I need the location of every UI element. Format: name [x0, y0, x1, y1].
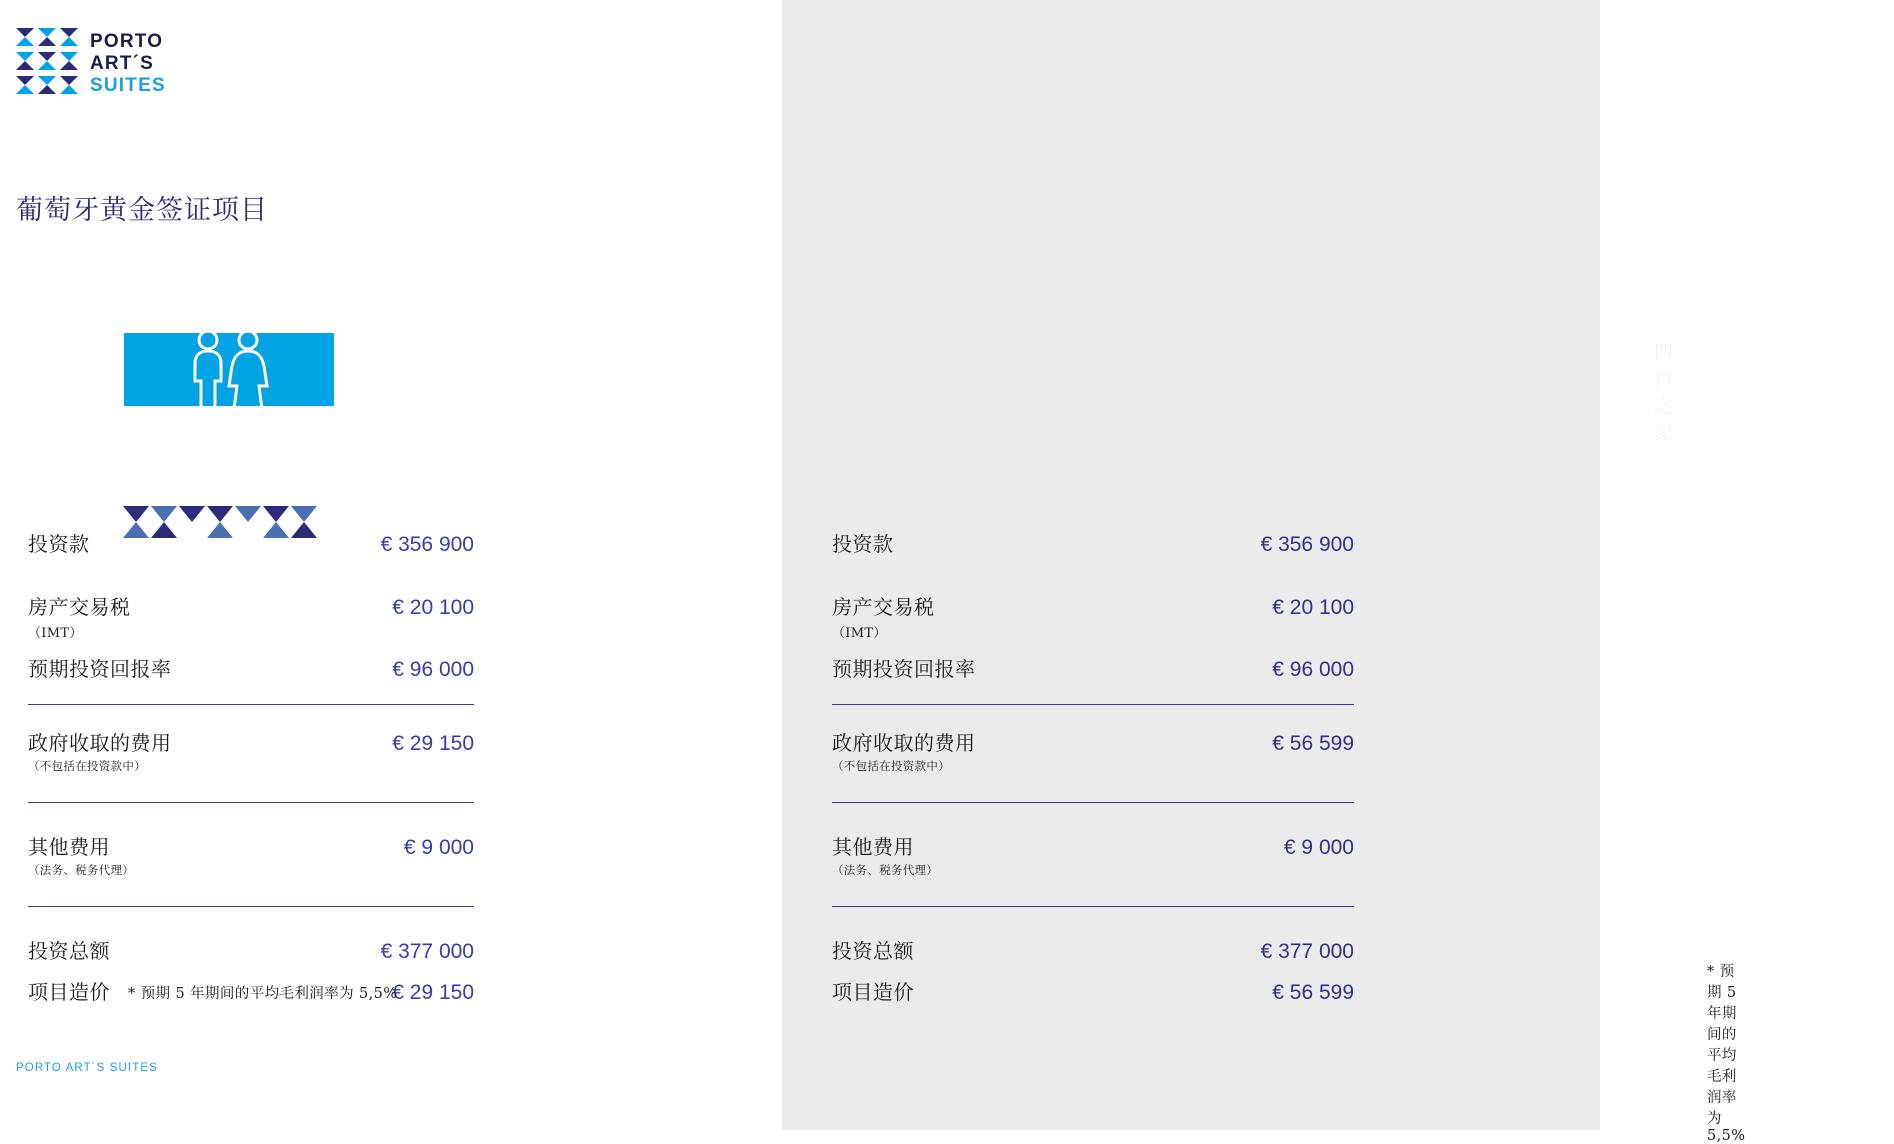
cost-table-left [28, 512, 474, 1005]
table-row [28, 653, 474, 682]
table-row [28, 831, 474, 860]
family-of-four-icon [1744, 325, 1894, 405]
table-row [832, 727, 1354, 756]
brand-logo [16, 26, 346, 98]
row-label: 预期投资回报率 [832, 657, 976, 681]
row-value: € 56 599 [1272, 732, 1354, 755]
row-label: 其他费用 [832, 835, 914, 859]
row-label: 投资总额 [28, 939, 110, 963]
logo-line-3: SUITES [90, 75, 166, 96]
row-value: € 56 599 [1272, 981, 1354, 1004]
table-row [28, 727, 474, 756]
row-label: 房产交易税 [832, 595, 935, 619]
row-value: € 9 000 [1283, 836, 1354, 859]
row-label: 其他费用 [28, 835, 110, 859]
row-sublabel: （法务、税务代理） [832, 863, 939, 877]
row-label: 投资款 [28, 532, 90, 556]
row-sublabel: （IMT） [28, 626, 83, 641]
footnote: * 预期 5 年期间的平均毛利润率为 5,5% [128, 986, 398, 1002]
row-label: 政府收取的费用 [28, 731, 172, 755]
table-row [28, 591, 474, 620]
table-row [28, 935, 474, 964]
left-panel [0, 0, 782, 1130]
table-row [832, 528, 1354, 557]
table-row [832, 935, 1354, 964]
cost-table-right [832, 512, 1354, 1005]
logo-line-1: PORTO [90, 31, 164, 52]
row-label: 投资总额 [832, 939, 914, 963]
row-value: € 377 000 [380, 940, 474, 963]
row-sublabel: （IMT） [832, 626, 887, 641]
row-value: € 96 000 [1272, 658, 1354, 681]
footnote: * 预期 5 年期间的平均毛利润率为 5,5% [1707, 964, 1746, 1144]
row-label: 项目造价 [832, 980, 914, 1004]
row-value: € 356 900 [1260, 533, 1354, 556]
family-caption: 四口之家 [1654, 341, 1676, 444]
right-panel [782, 0, 1746, 1144]
row-sublabel: （法务、税务代理） [28, 863, 135, 877]
logo-line-2: ART´S [90, 53, 155, 74]
table-row [832, 591, 1354, 620]
page-title: 葡萄牙黄金签证项目 [16, 195, 268, 226]
table-row [832, 976, 1354, 1005]
row-value: € 29 150 [392, 732, 474, 755]
logo-mark-icon [16, 26, 82, 96]
row-label: 预期投资回报率 [28, 657, 172, 681]
row-value: € 20 100 [392, 596, 474, 619]
row-label: 政府收取的费用 [832, 731, 976, 755]
row-sublabel: （不包括在投资款中） [832, 759, 950, 773]
row-label: 房产交易税 [28, 595, 131, 619]
row-value: € 356 900 [380, 533, 474, 556]
couple-icon-block [124, 333, 334, 406]
page-footer: PORTO ART´S SUITES [16, 1062, 158, 1074]
table-row [832, 831, 1354, 860]
row-value: € 96 000 [392, 658, 474, 681]
table-row [832, 653, 1354, 682]
row-value: € 9 000 [403, 836, 474, 859]
row-value: € 29 150 [392, 981, 474, 1004]
row-value: € 20 100 [1272, 596, 1354, 619]
table-row [28, 528, 474, 557]
row-label: 项目造价 [28, 980, 110, 1004]
row-sublabel: （不包括在投资款中） [28, 759, 146, 773]
couple-icon [186, 325, 278, 415]
row-label: 投资款 [832, 532, 894, 556]
logo-wordmark [90, 31, 166, 97]
row-value: € 377 000 [1260, 940, 1354, 963]
